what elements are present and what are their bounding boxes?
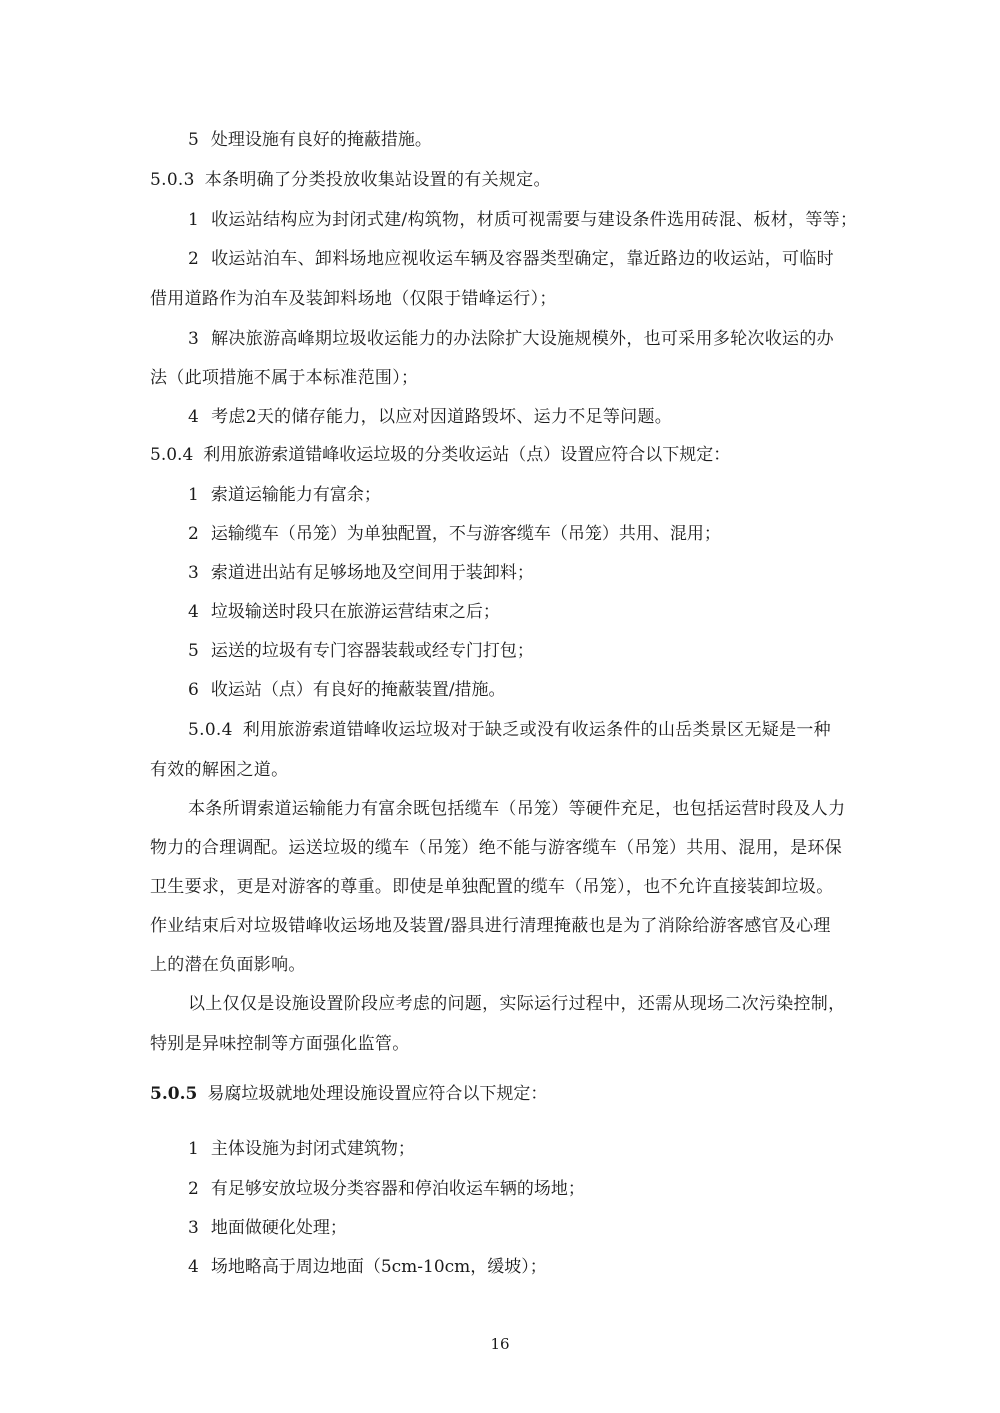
commentary-line: 作业结束后对垃圾错峰收运场地及装置/器具进行清理掩蔽也是为了消除给游客感官及心理 [150,916,831,936]
commentary-heading-503: 5.0.3 本条明确了分类投放收集站设置的有关规定。 [150,170,551,190]
clause-heading-504: 5.0.4 利用旅游索道错峰收运垃圾的分类收运站（点）设置应符合以下规定： [150,445,731,465]
list-item: 4 场地略高于周边地面（5cm-10cm，缓坡）； [188,1257,547,1277]
list-item-continuation: 借用道路作为泊车及装卸料场地（仅限于错峰运行）； [150,289,557,309]
commentary-paragraph: 5.0.4 利用旅游索道错峰收运垃圾对于缺乏或没有收运条件的山岳类景区无疑是一种 [188,720,831,740]
page-number: 16 [490,1335,510,1353]
list-item-continuation: 法（此项措施不属于本标准范围）； [150,368,419,388]
commentary-line: 有效的解困之道。 [150,760,289,780]
list-item: 5 运送的垃圾有专门容器装载或经专门打包； [188,641,534,661]
commentary-line: 上的潜在负面影响。 [150,955,306,975]
list-item: 3 地面做硬化处理； [188,1218,347,1238]
commentary-line: 特别是异味控制等方面强化监管。 [150,1034,410,1054]
commentary-line: 物力的合理调配。运送垃圾的缆车（吊笼）绝不能与游客缆车（吊笼）共用、混用，是环保 [150,838,842,858]
list-item: 2 收运站泊车、卸料场地应视收运车辆及容器类型确定，靠近路边的收运站，可临时 [188,249,834,269]
list-item: 4 考虑2天的储存能力，以应对因道路毁坏、运力不足等问题。 [188,407,673,427]
list-item: 5 处理设施有良好的掩蔽措施。 [188,130,432,150]
clause-heading-505: 5.0.5 易腐垃圾就地处理设施设置应符合以下规定： [150,1084,548,1104]
commentary-line: 以上仅仅是设施设置阶段应考虑的问题，实际运行过程中，还需从现场二次污染控制， [188,994,846,1014]
list-item: 3 解决旅游高峰期垃圾收运能力的办法除扩大设施规模外，也可采用多轮次收运的办 [188,329,834,349]
list-item: 4 垃圾输送时段只在旅游运营结束之后； [188,602,500,622]
commentary-line: 卫生要求，更是对游客的尊重。即使是单独配置的缆车（吊笼），也不允许直接装卸垃圾。 [150,877,834,897]
commentary-line: 本条所谓索道运输能力有富余既包括缆车（吊笼）等硬件充足，也包括运营时段及人力 [188,799,846,819]
list-item: 1 收运站结构应为封闭式建/构筑物，材质可视需要与建设条件选用砖混、板材，等等； [188,210,858,230]
list-item: 6 收运站（点）有良好的掩蔽装置/措施。 [188,680,506,700]
list-item: 2 有足够安放垃圾分类容器和停泊收运车辆的场地； [188,1179,585,1199]
list-item: 2 运输缆车（吊笼）为单独配置，不与游客缆车（吊笼）共用、混用； [188,524,721,544]
list-item: 1 索道运输能力有富余； [188,485,381,505]
list-item: 1 主体设施为封闭式建筑物； [188,1139,415,1159]
list-item: 3 索道进出站有足够场地及空间用于装卸料； [188,563,534,583]
